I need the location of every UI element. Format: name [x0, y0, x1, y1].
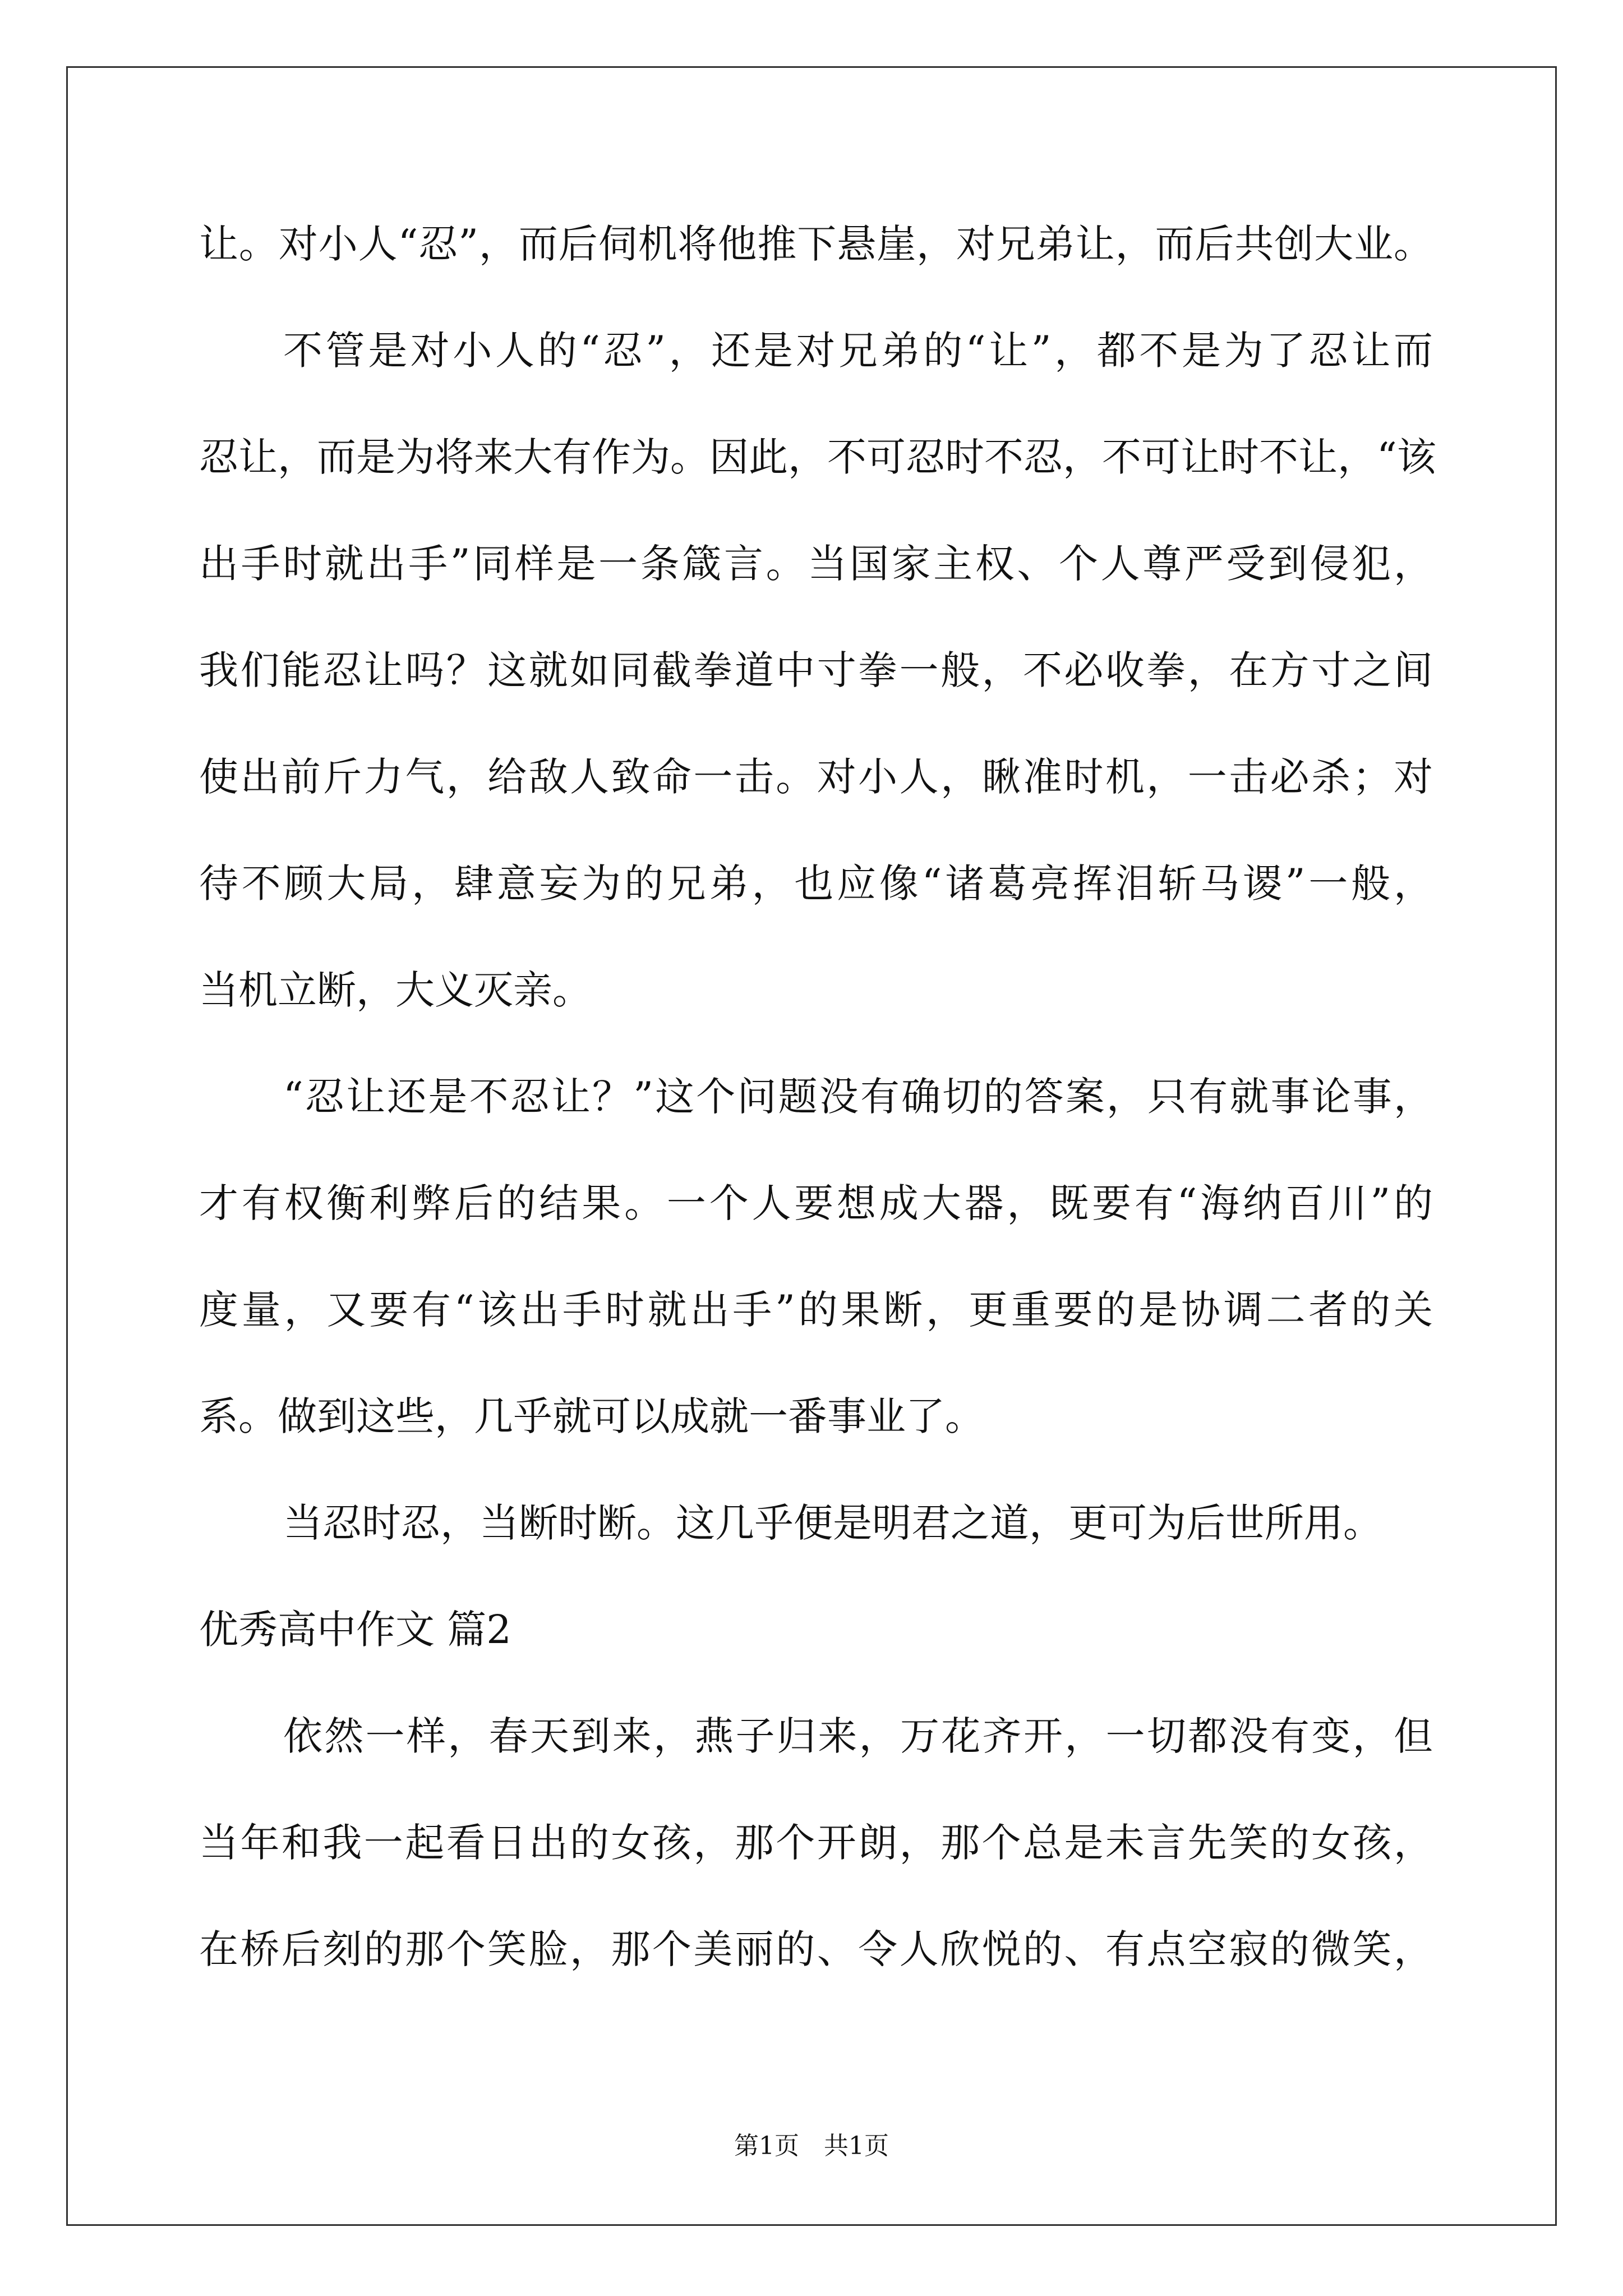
text-line: 忍让，而是为将来大有作为。因此，不可忍时不忍，不可让时不让，“该 [199, 434, 1436, 480]
paragraph-first-line: “忍让还是不忍让？”这个问题没有确切的答案，只有就事论事， [283, 1074, 1433, 1120]
text-line: 当年和我一起看日出的女孩，那个开朗，那个总是未言先笑的女孩， [199, 1820, 1433, 1866]
text-line: 我们能忍让吗？这就如同截拳道中寸拳一般，不必收拳，在方寸之间 [199, 647, 1433, 693]
paragraph-first-line: 依然一样，春天到来，燕子归来，万花齐开，一切都没有变，但 [283, 1713, 1433, 1759]
text-line: 让。对小人“忍”，而后伺机将他推下悬崖，对兄弟让，而后共创大业。 [199, 221, 1433, 267]
section-heading: 优秀高中作文 篇2 [199, 1607, 511, 1653]
paragraph-last-line: 当机立断，大义灭亲。 [199, 967, 592, 1013]
page-border [66, 66, 1557, 2226]
paragraph-last-line: 系。做到这些，几乎就可以成就一番事业了。 [199, 1393, 984, 1439]
text-line: 在桥后刻的那个笑脸，那个美丽的、令人欣悦的、有点空寂的微笑， [199, 1926, 1433, 1972]
paragraph-first-line: 不管是对小人的“忍”，还是对兄弟的“让”，都不是为了忍让而 [283, 328, 1433, 374]
text-line: 度量，又要有“该出手时就出手”的果断，更重要的是协调二者的关 [199, 1287, 1433, 1333]
text-line: 出手时就出手”同样是一条箴言。当国家主权、个人尊严受到侵犯， [199, 541, 1433, 587]
text-line: 才有权衡利弊后的结果。一个人要想成大器，既要有“海纳百川”的 [199, 1180, 1433, 1226]
text-line: 使出前斤力气，给敌人致命一击。对小人，瞅准时机，一击必杀；对 [199, 754, 1433, 800]
text-line: 待不顾大局，肆意妄为的兄弟，也应像“诸葛亮挥泪斩马谡”一般， [199, 861, 1433, 907]
paragraph-single-line: 当忍时忍，当断时断。这几乎便是明君之道，更可为后世所用。 [283, 1500, 1382, 1546]
page-footer: 第1页 共1页 [734, 2132, 889, 2160]
